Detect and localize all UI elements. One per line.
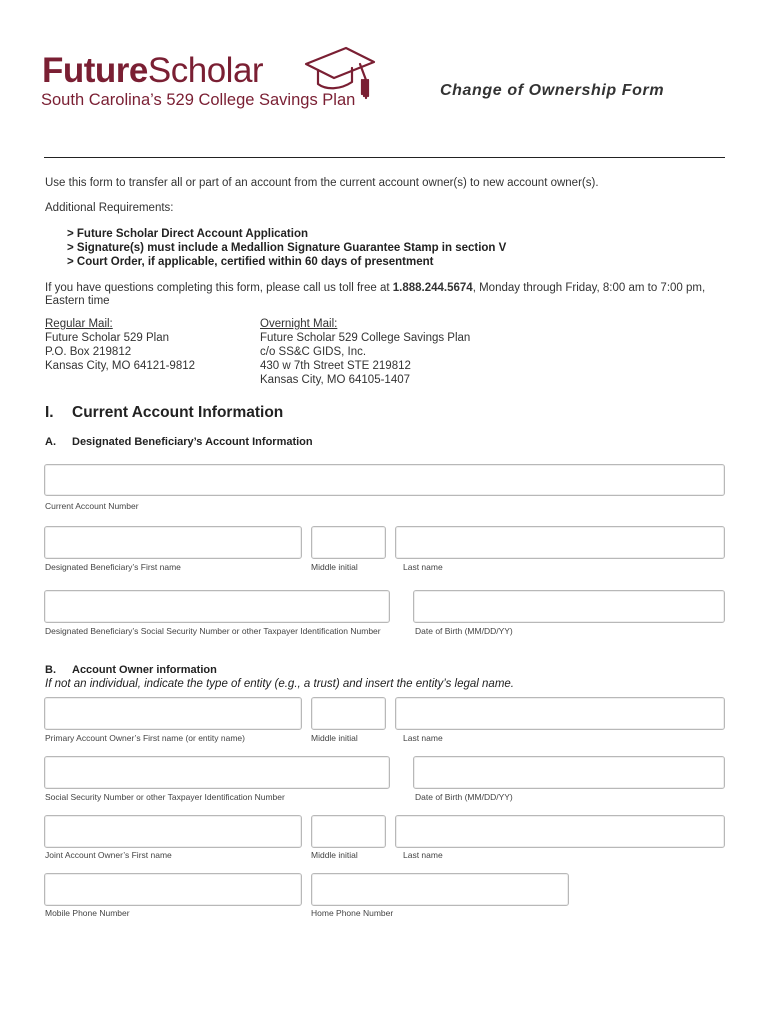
overnight-mail-heading: Overnight Mail:: [260, 318, 338, 330]
requirement-item: > Signature(s) must include a Medallion Signature Guarantee Stamp in section V: [67, 242, 507, 254]
primary-owner-middle-initial-label: Middle initial: [311, 733, 358, 743]
primary-owner-first-name-input[interactable]: [44, 697, 302, 730]
subsection-b-note: If not an individual, indicate the type of entity (e.g., a trust) and insert the entity’s legal name.: [45, 678, 515, 690]
joint-owner-last-name-label: Last name: [403, 850, 443, 860]
beneficiary-first-name-label: Designated Beneficiary’s First name: [45, 562, 181, 572]
beneficiary-dob-label: Date of Birth (MM/DD/YY): [415, 626, 513, 636]
toll-free-phone: 1.888.244.5674: [392, 282, 473, 294]
address-line: Future Scholar 529 College Savings Plan: [260, 332, 471, 344]
logo-tagline: South Carolina’s 529 College Savings Plan: [41, 91, 356, 109]
owner-dob-label: Date of Birth (MM/DD/YY): [415, 792, 513, 802]
subsection-b-title: Account Owner information: [72, 664, 217, 676]
regular-mail-heading: Regular Mail:: [45, 318, 113, 330]
header-divider: [44, 157, 725, 158]
mobile-phone-input[interactable]: [44, 873, 302, 906]
home-phone-input[interactable]: [311, 873, 569, 906]
beneficiary-middle-initial-input[interactable]: [311, 526, 386, 559]
section-title: Current Account Information: [72, 404, 284, 421]
overnight-mail-block: [260, 317, 470, 387]
requirement-item: > Court Order, if applicable, certified within 60 days of presentment: [67, 256, 434, 268]
address-line: Kansas City, MO 64105-1407: [260, 374, 411, 386]
questions-suffix: , Monday through Friday, 8:00 am to 7:00 pm,: [472, 282, 706, 294]
beneficiary-first-name-input[interactable]: [44, 526, 302, 559]
beneficiary-ssn-label: Designated Beneficiary’s Social Security Number or other Taxpayer Identification Number: [45, 626, 381, 636]
primary-owner-first-name-label: Primary Account Owner’s First name (or entity name): [45, 733, 245, 743]
questions-text: [45, 281, 705, 295]
beneficiary-dob-input[interactable]: [413, 590, 725, 623]
questions-prefix: If you have questions completing this form, please call us toll free at: [45, 282, 393, 294]
joint-owner-middle-initial-label: Middle initial: [311, 850, 358, 860]
address-line: 430 w 7th Street STE 219812: [260, 360, 411, 372]
address-line: Future Scholar 529 Plan: [45, 332, 170, 344]
beneficiary-last-name-input[interactable]: [395, 526, 725, 559]
requirements-label: Additional Requirements:: [45, 202, 174, 214]
subsection-a-title: Designated Beneficiary’s Account Information: [72, 436, 313, 448]
owner-dob-input[interactable]: [413, 756, 725, 789]
current-account-number-label: Current Account Number: [45, 501, 139, 511]
regular-mail-block: [45, 317, 195, 373]
address-line: c/o SS&C GIDS, Inc.: [260, 346, 367, 358]
intro-purpose: Use this form to transfer all or part of an account from the current account owner(s) to new account owner(s).: [45, 177, 599, 189]
home-phone-label: Home Phone Number: [311, 908, 394, 918]
owner-ssn-label: Social Security Number or other Taxpayer Identification Number: [45, 792, 285, 802]
primary-owner-middle-initial-input[interactable]: [311, 697, 386, 730]
beneficiary-ssn-input[interactable]: [44, 590, 390, 623]
joint-owner-first-name-input[interactable]: [44, 815, 302, 848]
form-title: Change of Ownership Form: [440, 82, 665, 99]
beneficiary-last-name-label: Last name: [403, 562, 443, 572]
owner-ssn-input[interactable]: [44, 756, 390, 789]
requirement-item: > Future Scholar Direct Account Application: [67, 228, 309, 240]
subsection-a-letter: A.: [45, 436, 56, 448]
mobile-phone-label: Mobile Phone Number: [45, 908, 130, 918]
logo-light-text: Scholar: [147, 51, 264, 90]
current-account-number-input[interactable]: [44, 464, 725, 496]
primary-owner-last-name-input[interactable]: [395, 697, 725, 730]
joint-owner-first-name-label: Joint Account Owner’s First name: [45, 850, 172, 860]
logo-wordmark: [42, 52, 263, 90]
section-number: I.: [45, 404, 54, 421]
primary-owner-last-name-label: Last name: [403, 733, 443, 743]
beneficiary-middle-initial-label: Middle initial: [311, 562, 358, 572]
logo-bold-text: Future: [42, 51, 148, 90]
address-line: P.O. Box 219812: [45, 346, 132, 358]
subsection-b-letter: B.: [45, 664, 56, 676]
questions-line2: Eastern time: [45, 295, 110, 307]
joint-owner-middle-initial-input[interactable]: [311, 815, 386, 848]
address-line: Kansas City, MO 64121-9812: [45, 360, 196, 372]
joint-owner-last-name-input[interactable]: [395, 815, 725, 848]
